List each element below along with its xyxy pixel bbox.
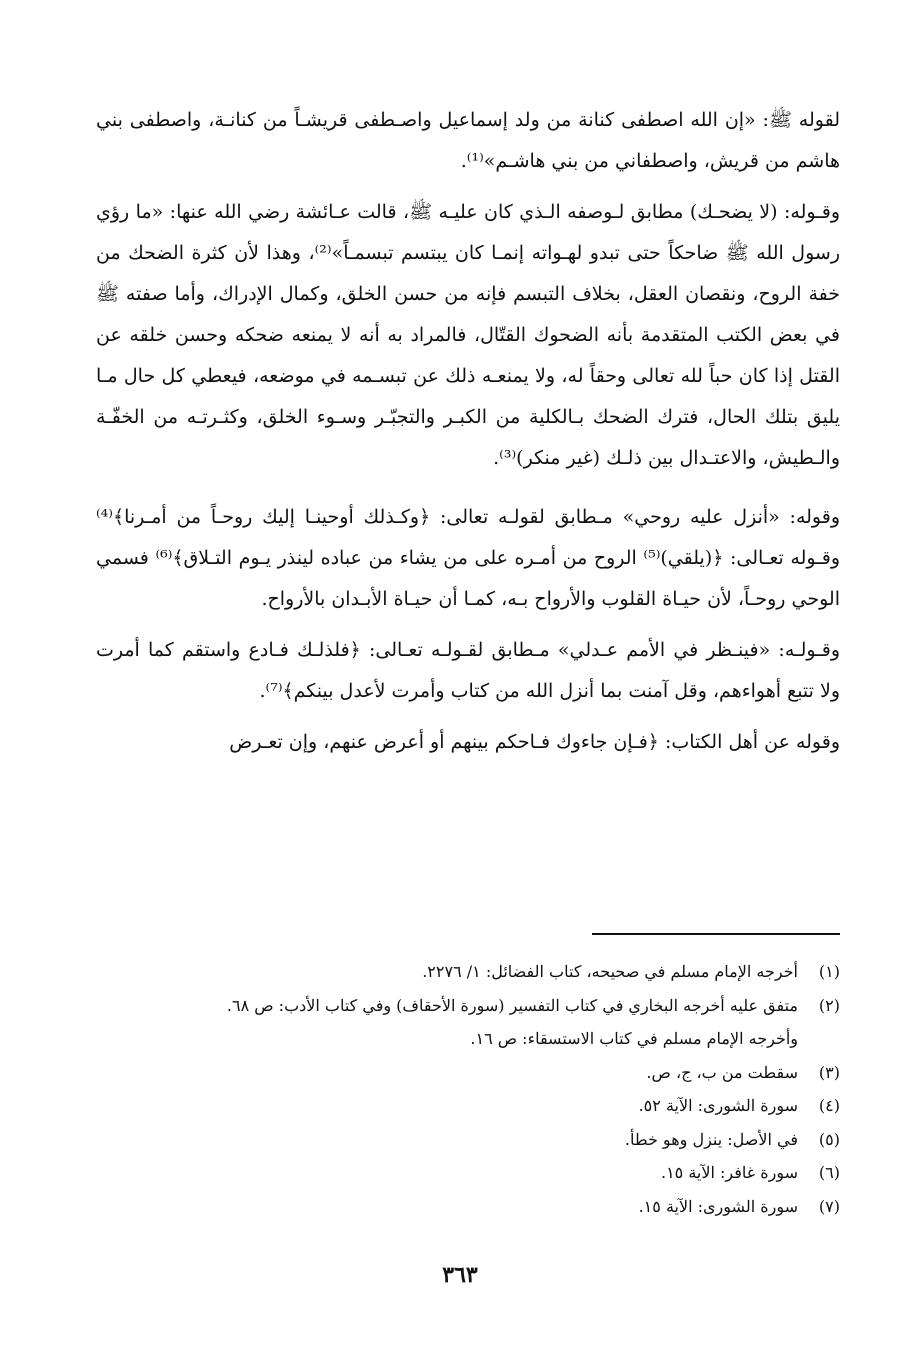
footnote-number: (٤) (818, 1096, 840, 1115)
paragraph-laughter: وقـوله: (لا يضحـك) مطابق لـوصفه الـذي كان عليـه ﷺ، قالت عـائشة رضي الله عنها: «ما رؤي رسول الله ﷺ ضاحكاً حتى تبدو لهـواته إنمـا كان يبتسم تبسمـاً»⁽²⁾، وهذا لأن كثرة الضحك من خفة الروح، ونقصان العقل، بخلاف التبسم فإنه من حسن الخلق، وكمال الإدراك، وأما صفته ﷺ في بعض الكتب المتقدمة بأنه الضحوك القتّال، فالمراد به أنه لا يمنعه ضحكه وحسن خلقه عن القتل إذا كان حباً لله تعالى وحقاً له، ولا يمنعـه ذلك عن تبسـمه في موضعه، فيعطي كل حال مـا يليق بتلك الحال، فترك الضحك بـالكلية من الكبـر والتجبّـر وسـوء الخلق، وكثـرتـه من الخفّـة والـطيش، والاعتـدال بين ذلـك (غير منكر)⁽³⁾. (96, 201, 840, 469)
footnotes (140, 955, 840, 1223)
main-text (96, 100, 840, 773)
footnote-text: في الأصل: ينزل وهو خطأ. (624, 1129, 798, 1149)
footnote-item (140, 1123, 840, 1157)
footnote-divider (592, 933, 840, 935)
footnote-number: (٥) (818, 1129, 840, 1149)
paragraph-revelation: وقوله: «أنزل عليه روحي» مـطابق لقولـه تعالى: ﴿وكـذلك أوحينـا إليك روحـاً من أمـرنا﴾⁽⁴⁾ وقـوله تعـالى: ﴿(يلقي)⁽⁵⁾ الروح من أمـره على من يشاء من عباده لينذر يـوم التـلاق﴾⁽⁶⁾ فسمي الوحي روحـاً، لأن حيـاة القلوب والأرواح بـه، كمـا أن حيـاة الأبـدان بالأرواح. (96, 506, 841, 610)
footnote-text: متفق عليه أخرجه البخاري في كتاب التفسير (سورة الأحقاف) وفي كتاب الأدب: ص ٦٨. (226, 995, 798, 1015)
paragraph-people-of-book: وقوله عن أهل الكتاب: ﴿فـإن جاءوك فـاحكم بينهم أو أعرض عنهم، وإن تعـرض (229, 731, 840, 753)
footnote-item (140, 955, 840, 989)
footnote-number: (٦) (818, 1163, 840, 1182)
footnote-text: سورة الشورى: الآية ١٥. (638, 1196, 798, 1216)
footnote-item (140, 1089, 840, 1123)
footnote-item (140, 989, 840, 1023)
footnote-number: (٣) (818, 1062, 840, 1082)
footnote-text: سورة الشورى: الآية ٥٢. (638, 1096, 798, 1115)
footnote-text: سقطت من ب، ج، ص. (646, 1062, 798, 1082)
footnote-continuation: وأخرجه الإمام مسلم في كتاب الاستسقاء: ص ١٦. (470, 1029, 798, 1048)
footnote-number: (٢) (818, 995, 840, 1015)
paragraph-hadith-quote: لقوله ﷺ: «إن الله اصطفى كنانة من ولد إسماعيل واصـطفى قريشـاً من كنانـة، واصطفى بني هاشم من قريش، واصطفاني من بني هاشـم»⁽¹⁾. (96, 109, 840, 172)
footnote-number: (٧) (818, 1196, 840, 1216)
page-number: ٣٦٣ (442, 1262, 478, 1288)
footnote-number: (١) (818, 962, 840, 981)
footnote-text: سورة غافر: الآية ١٥. (660, 1163, 798, 1182)
footnote-item (140, 1190, 840, 1224)
footnote-item (140, 1056, 840, 1090)
footnote-item (140, 1156, 840, 1190)
footnote-text: أخرجه الإمام مسلم في صحيحه، كتاب الفضائل: ١/ ٢٢٧٦. (422, 962, 798, 981)
paragraph-justice: وقـولـه: «فينـظر في الأمم عـدلي» مـطابق لقـولـه تعـالى: ﴿فلذلـك فـادع واستقم كما أمرت ولا تتبع أهواءهم، وقل آمنت بما أنزل الله من كتاب وأمرت لأعدل بينكم﴾⁽⁷⁾. (96, 639, 840, 702)
